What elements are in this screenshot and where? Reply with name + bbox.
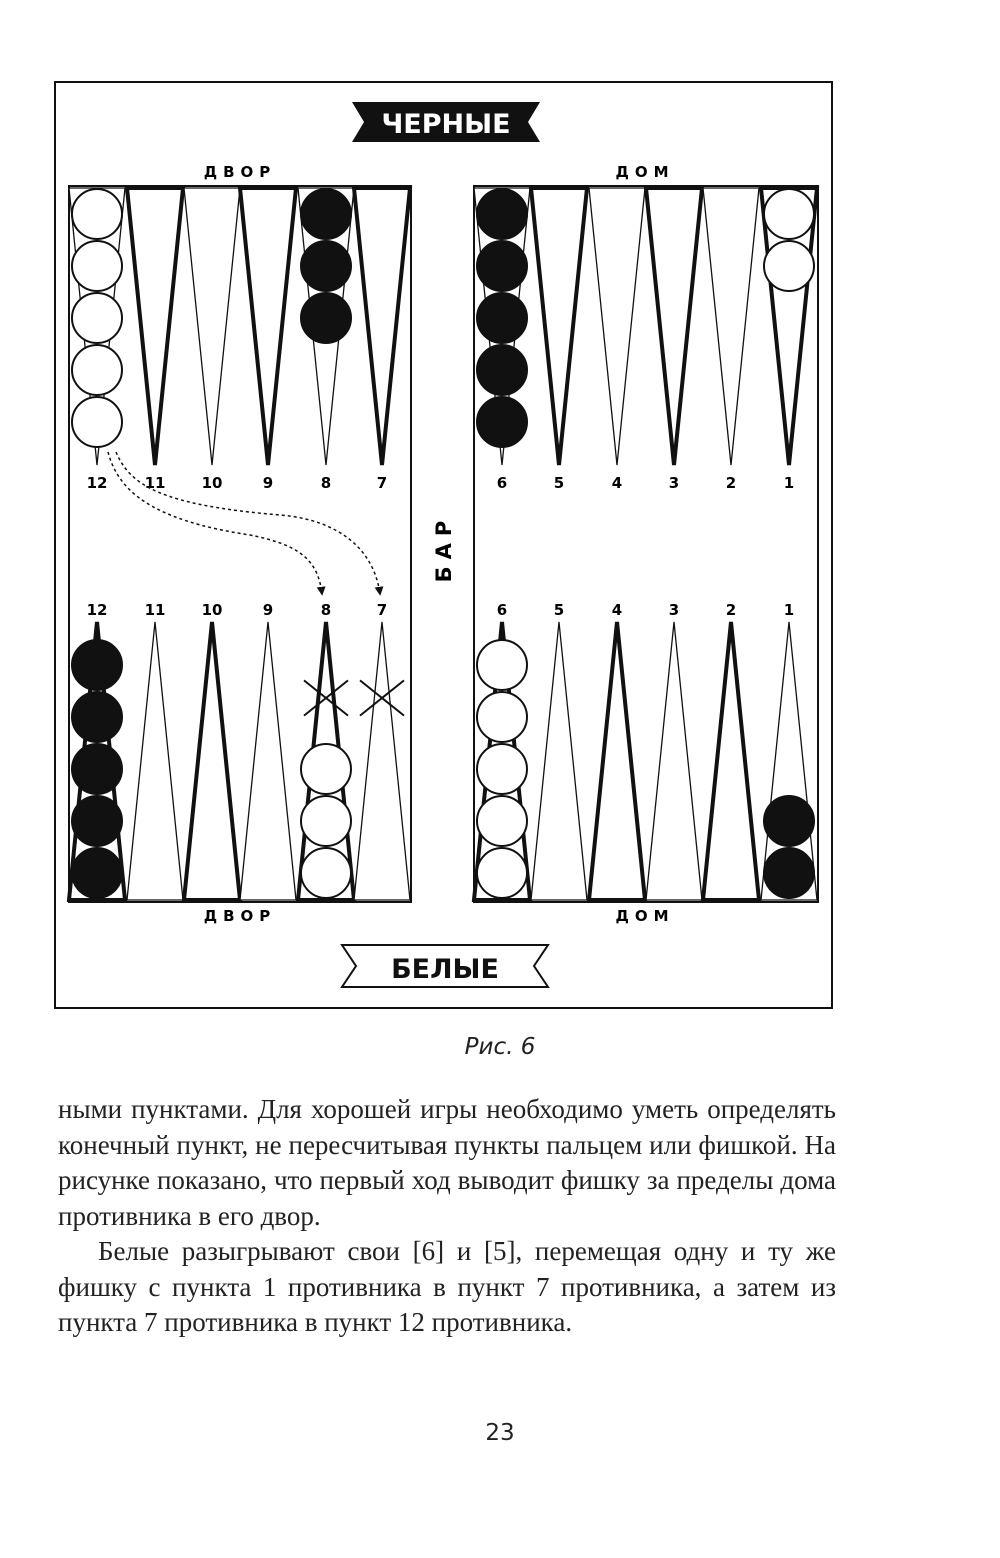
white-checker xyxy=(477,692,527,742)
player-black-label: ЧЕРНЫЕ xyxy=(381,109,511,140)
banner-white xyxy=(342,945,548,987)
point-bottom xyxy=(531,622,587,900)
white-checker xyxy=(72,189,122,239)
point-number-top: 11 xyxy=(144,474,166,492)
white-checker xyxy=(764,241,814,291)
white-checker xyxy=(72,241,122,291)
home-label-bottom: ДОМ xyxy=(615,907,675,925)
point-bottom xyxy=(589,622,645,900)
point-bottom xyxy=(240,622,296,900)
left-half xyxy=(69,186,411,902)
white-checker xyxy=(477,796,527,846)
point-top xyxy=(703,188,759,465)
point-number-top: 8 xyxy=(320,474,332,492)
point-top xyxy=(354,188,410,465)
point-top xyxy=(240,188,296,465)
player-white-label: БЕЛЫЕ xyxy=(391,954,499,985)
paragraph-2: Белые разыгрывают свои [6] и [5], перемещая одну и ту же фишку с пункта 1 противника в пункт 7 противника, а затем из пункта 7 противника в пункт 12 противника. xyxy=(58,1236,836,1337)
point-number-bottom: 3 xyxy=(668,601,680,619)
page-number: 23 xyxy=(485,1420,515,1446)
black-checker xyxy=(764,796,814,846)
white-checker xyxy=(477,640,527,690)
black-checker xyxy=(72,796,122,846)
black-checker xyxy=(301,189,351,239)
black-checker xyxy=(477,345,527,395)
point-number-bottom: 7 xyxy=(376,601,388,619)
black-checker xyxy=(764,848,814,898)
point-top xyxy=(531,188,587,465)
right-half xyxy=(474,186,818,902)
point-number-top: 12 xyxy=(86,474,108,492)
point-number-top: 1 xyxy=(783,474,795,492)
white-checker xyxy=(764,189,814,239)
point-bottom xyxy=(646,622,702,900)
black-checker xyxy=(301,293,351,343)
black-checker xyxy=(72,692,122,742)
white-checker xyxy=(72,397,122,447)
paragraph-1: ными пунктами. Для хорошей игры необходимо уметь определять конечный пункт, не пересчитывая пункты пальцем или фишкой. На рисунке показано, что первый ход выводит фишку за пределы дома противника в его двор. xyxy=(58,1094,836,1231)
bar-label: БАР xyxy=(432,513,456,583)
point-number-top: 6 xyxy=(496,474,508,492)
home-label-top: ДОМ xyxy=(615,163,675,181)
point-top xyxy=(127,188,183,465)
point-number-top: 9 xyxy=(262,474,274,492)
point-number-bottom: 10 xyxy=(201,601,223,619)
point-number-top: 2 xyxy=(725,474,737,492)
figure-caption: Рис. 6 xyxy=(464,1034,536,1060)
point-bottom xyxy=(184,622,240,900)
point-number-bottom: 1 xyxy=(783,601,795,619)
white-checker xyxy=(301,848,351,898)
point-bottom xyxy=(354,622,410,900)
black-checker xyxy=(72,848,122,898)
white-checker xyxy=(477,744,527,794)
banner-black xyxy=(352,102,540,142)
body-text xyxy=(58,1092,836,1341)
white-checker xyxy=(477,848,527,898)
point-number-bottom: 12 xyxy=(86,601,108,619)
point-number-bottom: 4 xyxy=(611,601,623,619)
black-checker xyxy=(477,293,527,343)
yard-label-top: ДВОР xyxy=(203,163,277,181)
point-top xyxy=(184,188,240,465)
black-checker xyxy=(301,241,351,291)
point-top xyxy=(646,188,702,465)
black-checker xyxy=(477,397,527,447)
white-checker xyxy=(301,796,351,846)
point-number-top: 7 xyxy=(376,474,388,492)
point-number-bottom: 8 xyxy=(320,601,332,619)
black-checker xyxy=(72,640,122,690)
white-checker xyxy=(72,345,122,395)
yard-label-bottom: ДВОР xyxy=(203,907,277,925)
point-number-bottom: 2 xyxy=(725,601,737,619)
point-number-top: 4 xyxy=(611,474,623,492)
point-bottom xyxy=(127,622,183,900)
white-checker xyxy=(301,744,351,794)
black-checker xyxy=(477,241,527,291)
point-top xyxy=(589,188,645,465)
white-checker xyxy=(72,293,122,343)
point-number-bottom: 6 xyxy=(496,601,508,619)
point-bottom xyxy=(703,622,759,900)
point-number-bottom: 5 xyxy=(553,601,565,619)
black-checker xyxy=(477,189,527,239)
point-number-top: 10 xyxy=(201,474,223,492)
black-checker xyxy=(72,744,122,794)
point-number-bottom: 9 xyxy=(262,601,274,619)
point-number-top: 5 xyxy=(553,474,565,492)
point-number-top: 3 xyxy=(668,474,680,492)
point-number-bottom: 11 xyxy=(144,601,166,619)
